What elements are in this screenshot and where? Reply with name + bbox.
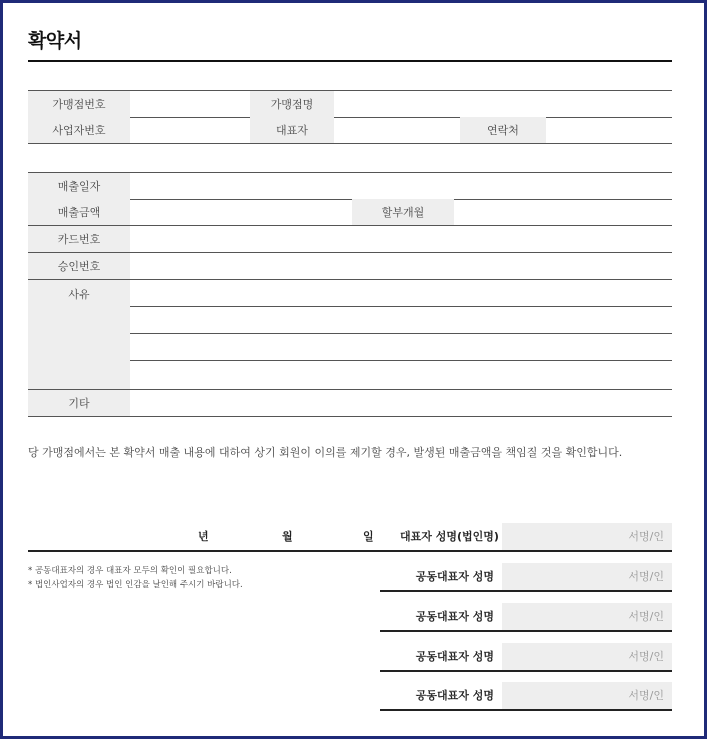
merchant-name-field[interactable] <box>334 91 672 117</box>
year-label: 년 <box>198 530 209 543</box>
contact-label: 연락처 <box>460 117 546 143</box>
signature-placeholder: 서명/인 <box>628 689 664 702</box>
merchant-row-2 <box>28 117 672 144</box>
card-no-label: 카드번호 <box>28 226 130 252</box>
sale-amount-label: 매출금액 <box>28 199 130 225</box>
signature-placeholder: 서명/인 <box>628 610 664 623</box>
joint-signature-label-3: 공동대표자 성명 <box>380 643 502 672</box>
merchant-row-1 <box>28 90 672 118</box>
approval-no-field[interactable] <box>130 253 672 279</box>
joint-signature-box-4[interactable] <box>502 682 672 711</box>
sale-amount-row <box>28 199 672 226</box>
joint-signature-box-2[interactable] <box>502 603 672 632</box>
reason-line-3[interactable] <box>130 334 672 361</box>
reason-line-2[interactable] <box>130 307 672 334</box>
ceo-signature-box[interactable] <box>502 523 672 552</box>
date-line <box>28 523 502 552</box>
installment-label: 할부개월 <box>352 199 454 225</box>
day-label: 일 <box>363 530 374 543</box>
card-no-row <box>28 226 672 253</box>
reason-line-1[interactable] <box>130 280 672 307</box>
sale-amount-field[interactable] <box>130 199 352 225</box>
reason-row <box>28 280 672 390</box>
biz-no-label: 사업자번호 <box>28 117 130 143</box>
page-title: 확약서 <box>28 30 82 52</box>
ceo-label: 대표자 <box>250 117 334 143</box>
signature-placeholder: 서명/인 <box>628 530 664 543</box>
merchant-no-field[interactable] <box>130 91 250 117</box>
title-divider <box>28 60 672 62</box>
etc-row <box>28 390 672 417</box>
note-corporate-seal: * 법인사업자의 경우 법인 인감을 날인해 주시기 바랍니다. <box>28 580 243 590</box>
etc-field[interactable] <box>130 390 672 416</box>
merchant-name-label: 가맹점명 <box>250 91 334 117</box>
sale-date-label: 매출일자 <box>28 173 130 199</box>
joint-signature-box-1[interactable] <box>502 563 672 592</box>
joint-signature-label-4: 공동대표자 성명 <box>380 682 502 711</box>
biz-no-field[interactable] <box>130 117 250 143</box>
sale-date-field[interactable] <box>130 173 672 199</box>
month-label: 월 <box>282 530 293 543</box>
contact-field[interactable] <box>546 117 672 143</box>
joint-signature-box-3[interactable] <box>502 643 672 672</box>
joint-signature-label-1: 공동대표자 성명 <box>380 563 502 592</box>
approval-no-row <box>28 253 672 280</box>
approval-no-label: 승인번호 <box>28 253 130 279</box>
joint-signature-label-2: 공동대표자 성명 <box>380 603 502 632</box>
note-joint-ceo: * 공동대표자의 경우 대표자 모두의 확인이 필요합니다. <box>28 566 232 576</box>
signature-placeholder: 서명/인 <box>628 650 664 663</box>
card-no-field[interactable] <box>130 226 672 252</box>
ceo-signature-label: 대표자 성명(법인명) <box>400 530 499 543</box>
etc-label: 기타 <box>28 390 130 416</box>
installment-field[interactable] <box>454 199 672 225</box>
signature-placeholder: 서명/인 <box>628 570 664 583</box>
confirmation-notice: 당 가맹점에서는 본 확약서 매출 내용에 대하여 상기 회원이 이의를 제기할 경우, 발생된 매출금액을 책임질 것을 확인합니다. <box>28 446 623 459</box>
ceo-field[interactable] <box>334 117 460 143</box>
reason-label: 사유 <box>28 280 130 389</box>
merchant-no-label: 가맹점번호 <box>28 91 130 117</box>
sale-date-row <box>28 172 672 200</box>
